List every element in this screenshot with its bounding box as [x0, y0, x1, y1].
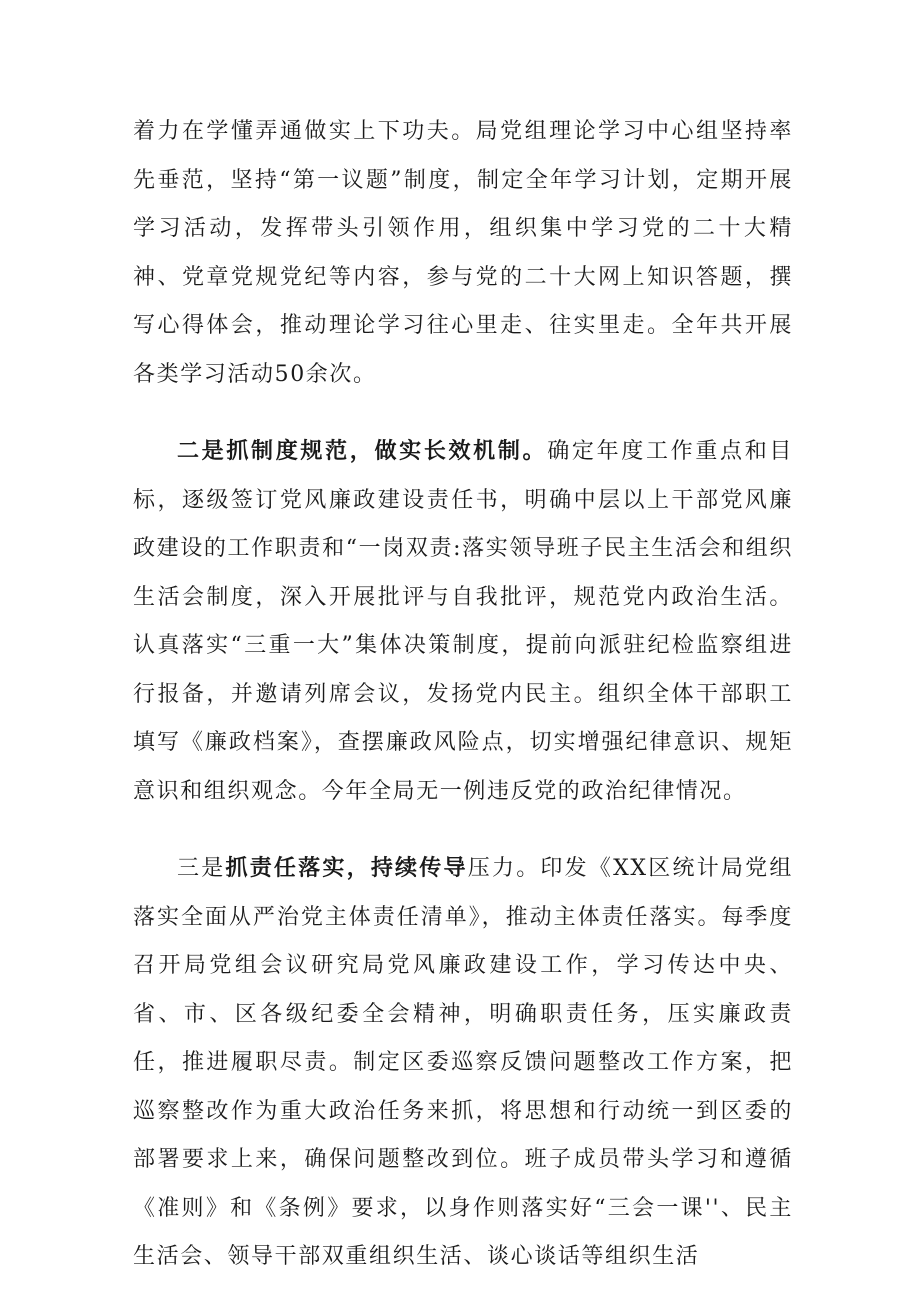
- paragraph-system-norms-lead: 二是抓制度规范，做实长效机制。: [177, 438, 548, 464]
- paragraph-system-norms-text: 确定年度工作重点和目标，逐级签订党风廉政建设责任书，明确中层以上干部党风廉政建设的工作职责和“一岗双责:落实领导班子民主生活会和组织生活会制度，深入开展批评与自我批评，规范党内政治生活。认真落实“三重一大”集体决策制度，提前向派驻纪检监察组进行报备，并邀请列席会议，发扬党内民主。组织全体干部职工填写《廉政档案》，查摆廉政风险点，切实增强纪律意识、规矩意识和组织观念。今年全局无一例违反党的政治纪律情况。: [133, 439, 793, 804]
- paragraph-responsibility-text: 压力。印发《XX区统计局党组落实全面从严治党主体责任清单》，推动主体责任落实。每季度召开局党组会议研究局党风廉政建设工作，学习传达中央、省、市、区各级纪委全会精神，明确职责任务，压实廉政责任，推进履职尽责。制定区委巡察反馈问题整改工作方案，把巡察整改作为重大政治任务来抓，将思想和行动统一到区委的部署要求上来，确保问题整改到位。班子成员带头学习和遵循《准则》和《条例》要求，以身作则落实好“三会一课''、民主生活会、领导干部双重组织生活、谈心谈话等组织生活: [133, 856, 793, 1269]
- paragraph-responsibility-lead: 抓责任落实，持续传导: [225, 855, 468, 881]
- paragraph-study-text: 着力在学懂弄通做实上下功夫。局党组理论学习中心组坚持率先垂范，坚持“第一议题”制度，制定全年学习计划，定期开展学习活动，发挥带头引领作用，组织集中学习党的二十大精神、党章党规党纪等内容，参与党的二十大网上知识答题，撰写心得体会，推动理论学习往心里走、往实里走。全年共开展各类学习活动50余次。: [133, 119, 793, 387]
- paragraph-responsibility-prefix: 三是: [177, 856, 226, 881]
- paragraph-study: [133, 108, 793, 399]
- paragraph-responsibility: [133, 844, 793, 1282]
- paragraph-system-norms: [133, 427, 793, 816]
- document-body: [133, 108, 793, 1282]
